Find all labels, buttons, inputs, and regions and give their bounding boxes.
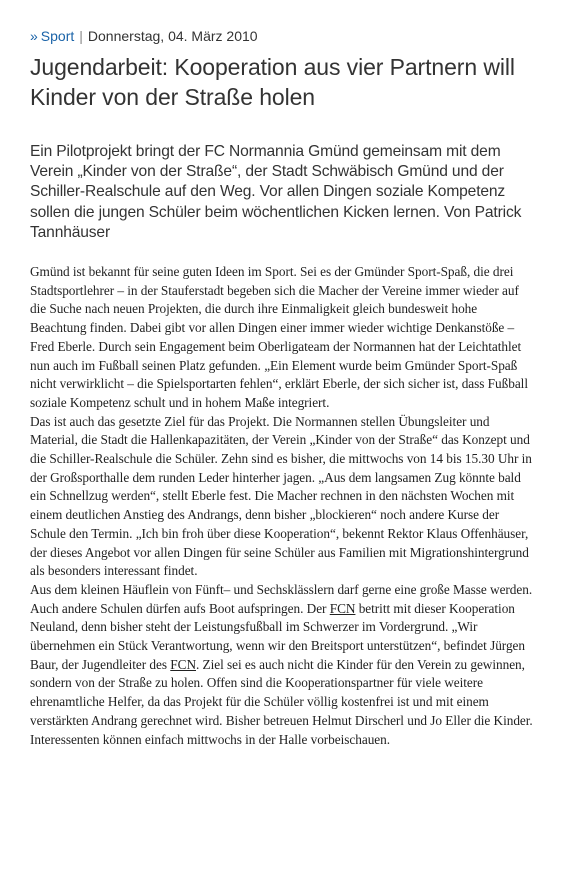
- paragraph-text: betritt mit dieser Kooperation Neuland, denn bisher steht der Leistungsfußball im Schwerzer im Vordergrund. „Wir übernehmen ein Stück Verantwortung, wenn wir den Breitsport unterstützen“, befindet Jürgen Baur, der Jugendleiter des: [30, 600, 525, 672]
- article-meta: [30, 26, 535, 46]
- category-link-sport[interactable]: Sport: [40, 28, 75, 44]
- paragraph-text: Aus dem kleinen Häuflein von Fünft– und Sechsklässlern darf gerne eine große Masse werden. Auch andere Schulen dürfen aufs Boot aufspringen. Der: [30, 581, 533, 616]
- article-paragraph: Gmünd ist bekannt für seine guten Ideen im Sport. Sei es der Gmünder Sport-Spaß, die drei Stadtsportlehrer – in der Stauferstadt begeben sich die Macher der Vereine immer wieder auf die Suche nach neuen Projekten, die durch ihre Einmaligkeit gleich bundesweit hohe Beachtung finden. Dabei gibt vor allen Dingen einer immer wieder wichtige Denkanstöße – Fred Eberle. Durch sein Engagement beim Oberligateam der Normannen hat der Leichtathlet nun auch im Fußball seinen Platz gefunden. „Ein Element wurde beim Gmünder Sport-Spaß nicht verwirklicht – die Spielsportarten fehlen“, erklärt Eberle, der sich sicher ist, dass Fußball soziale Kompetenz schult und in hohem Maße integriert.: [30, 264, 528, 410]
- article-body: [30, 263, 535, 749]
- article-lead: Ein Pilotprojekt bringt der FC Normannia Gmünd gemeinsam mit dem Verein „Kinder von der Straße“, der Stadt Schwäbisch Gmünd und der Schiller-Realschule auf den Weg. Vor allen Dingen soziale Kompetenz sollen die jungen Schüler beim wöchentlichen Kicken lernen. Von Patrick Tannhäuser: [30, 143, 522, 241]
- meta-separator: |: [79, 28, 83, 44]
- article-date: Donnerstag, 04. März 2010: [87, 28, 258, 44]
- article-title: Jugendarbeit: Kooperation aus vier Partnern will Kinder von der Straße holen: [30, 54, 515, 110]
- article-paragraph: Das ist auch das gesetzte Ziel für das Projekt. Die Normannen stellen Übungsleiter und Material, die Stadt die Hallenkapazitäten, der Verein „Kinder von der Straße“ das Konzept und die Schiller-Realschule die Schüler. Zehn sind es bisher, die mittwochs von 14 bis 15.30 Uhr in der Großsporthalle dem runden Leder hinterher jagen. „Aus dem langsamen Zug könnte bald ein Schnellzug werden“, stellt Eberle fest. Die Macher rechnen in den nächsten Wochen mit einem deutlichen Anstieg des Andrangs, denn bisher „blockieren“ noch andere Kurse der Schule den Termin. „Ich bin froh über diese Kooperation“, bekennt Rektor Klaus Offenhäuser, der dieses Angebot vor allen Dingen für seine Schüler aus Familien mit Migrationshintergrund als besonders interessant findet.: [30, 413, 532, 579]
- fcn-link[interactable]: FCN: [170, 656, 196, 672]
- article-paragraph: [30, 581, 535, 749]
- paragraph-text: . Ziel sei es auch nicht die Kinder für den Verein zu gewinnen, sondern von der Straße zu holen. Offen sind die Kooperationspartner für viele weitere ehrenamtliche Helfer, da das Projekt für die Schüler völlig kostenfrei ist und mit einem verstärkten Andrang gerechnet wird. Bisher betreuen Helmut Dirscherl und Jo Eller die Kinder. Interessenten können einfach mittwochs in der Halle vorbeischauen.: [30, 656, 533, 747]
- breadcrumb-marker: »: [30, 28, 38, 44]
- fcn-link[interactable]: FCN: [329, 600, 356, 616]
